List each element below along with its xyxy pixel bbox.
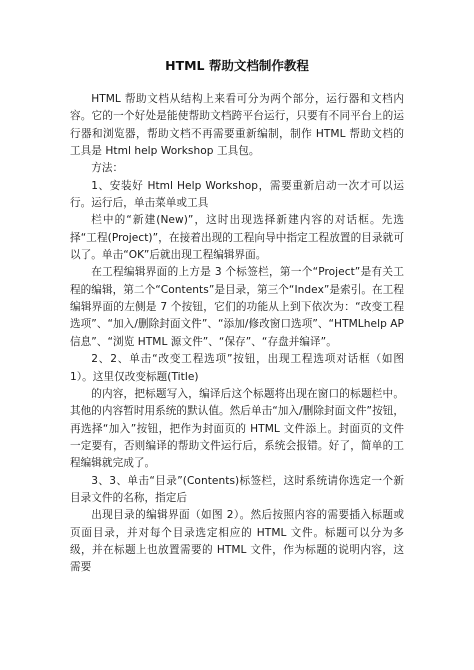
step-2-paragraph: 2、2、单击“改变工程选项”按钮，出现工程选项对话框（如图 1）。这里仅改变标题(Title) [70, 353, 404, 383]
step-2-continued-paragraph: 的内容，把标题写入，编译后这个标题将出现在窗口的标题栏中。其他的内容暂时用系统的默认值。然后单击“加入/删除封面文件”按钮，再选择“加入”按钮，把作为封面页的 HTML 文件添上。封面页的文件一定要有，否则编译的帮助文件运行后，系统会报错。好了，简单的工程编辑就完成了。 [70, 387, 405, 470]
step-3-continued-paragraph: 出现目录的编辑界面（如图 2）。然后按照内容的需要插入标题或页面目录，并对每个目录选定相应的 HTML 文件。标题可以分为多级，并在标题上也放置需要的 HTML 文件，作为标题的说明内容，这需要 [70, 509, 404, 574]
project-editor-paragraph: 在工程编辑界面的上方是 3 个标签栏，第一个“Project”是有关工程的编辑，第二个“Contents”是目录，第三个“Index”是索引。在工程编辑界面的左侧是 7 个按钮，它们的功能从上到下依次为：“改变工程选项”、“加入/删除封面文件”、“添加/修改窗口选项”、“HTMLhelp AP 信息”、“浏览 HTML 源文件”、“保存”、“存盘并编译”。 [70, 266, 404, 348]
step-3-paragraph: 3、3、单击“目录”(Contents)标签栏，这时系统请你选定一个新目录文件的名称，指定后 [70, 474, 404, 504]
step-1-continued-paragraph: 栏中的“新建(New)”，这时出现选择新建内容的对话框。先选择“工程(Project)”，在接着出现的工程向导中指定工程放置的目录就可以了。单击“OK”后就出现工程编辑界面。 [70, 214, 404, 262]
method-heading: 方法： [91, 162, 124, 175]
step-1-paragraph: 1、安装好 Html Help Workshop，需要重新启动一次才可以运行。运行后，单击菜单或工具 [70, 179, 404, 210]
intro-paragraph: HTML 帮助文档从结构上来看可分为两个部分，运行器和文档内容。它的一个好处是能使帮助文档跨平台运行，只要有不同平台上的运行器和浏览器，帮助文档不再需要重新编制，制作 HTML 帮助文档的工具是 Html help Workshop 工具包。 [70, 93, 404, 158]
document-title: HTML 帮助文档制作教程 [165, 58, 309, 73]
